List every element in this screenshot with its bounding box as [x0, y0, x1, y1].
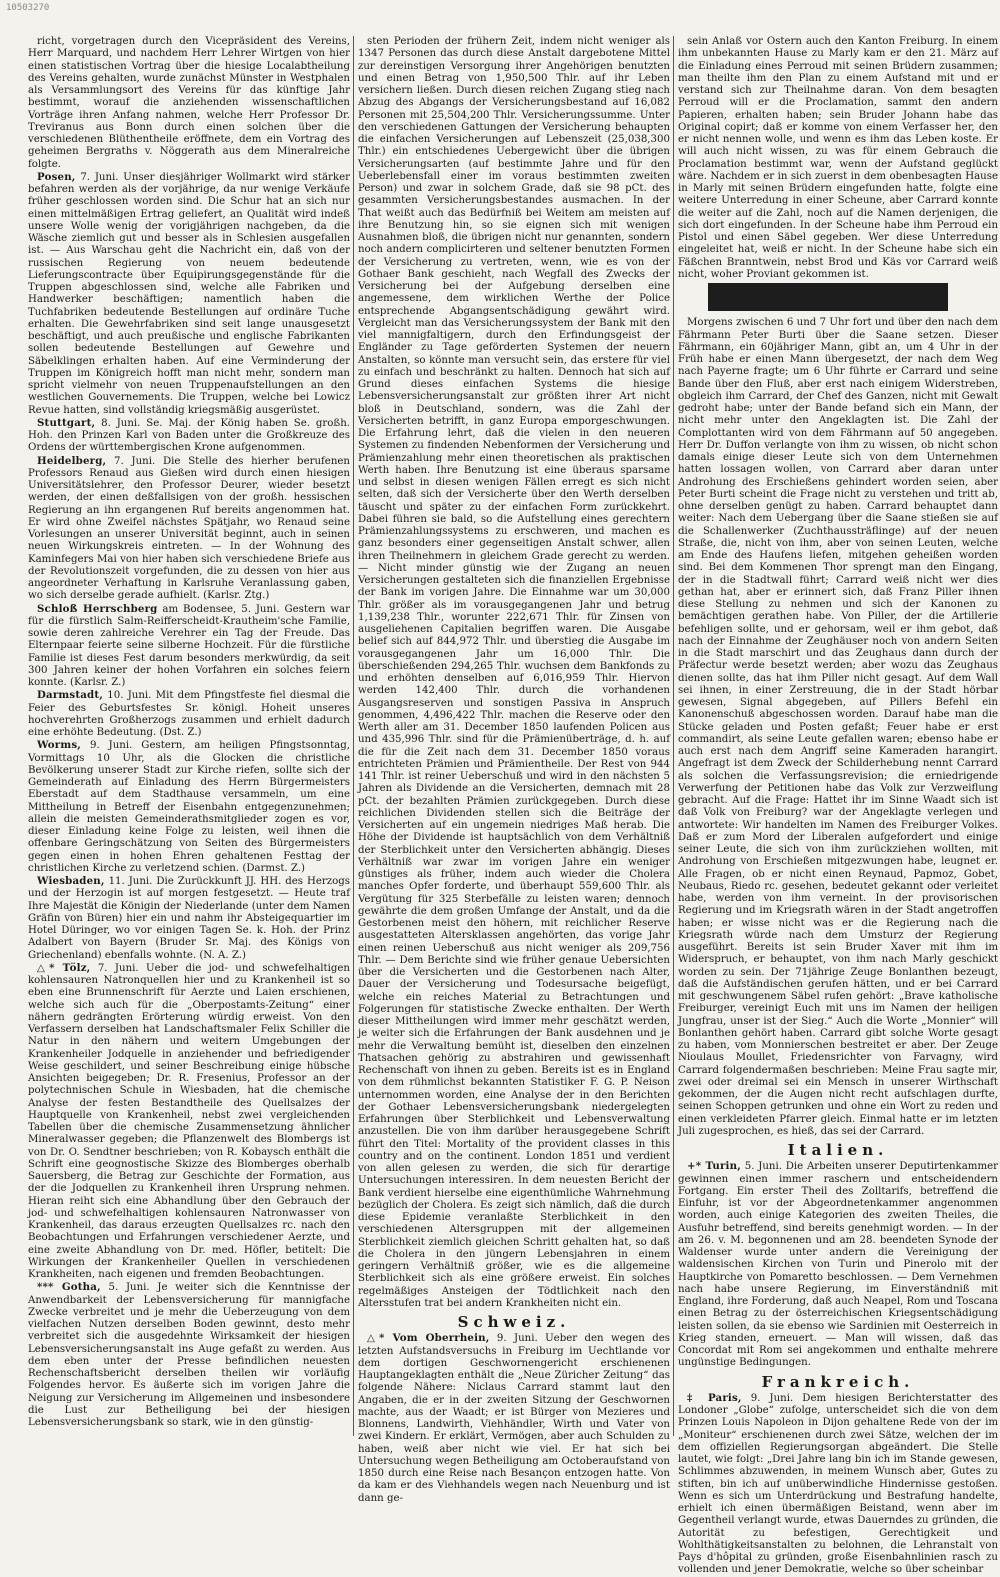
dateline: △* Vom Oberrhein,	[367, 1332, 490, 1345]
paragraph-text: Morgens zwischen 6 und 7 Uhr fort und über den nach dem Fährmann Peter Burti über die Saane setzen. Dieser Fährmann, ein 60jähriger Mann, gibt an, um 4 Uhr in der Früh habe er einen Mann übergesetzt, der nach dem Weg nach Payerne fragte; um 6 Uhr führte er Carrard und seine Bande über den Fluß, aber erst nach einigem Widerstreben, obgleich ihm Carrard, der Chef des Ganzen, nicht mit Gewalt gedroht habe; unter der Bande befand sich ein Mann, der nicht mehr unter den Angeklagten ist. Die Zahl der Complottanten wird von dem Fährmann auf 50 angegeben. Herr Dr. Duffon verlangte von ihm zu wissen, ob nicht schon damals einige dieser Leute sich von dem Unternehmen hatten lossagen wollen, von Carrard aber daran unter Androhung des Erschießens gehindert worden seien, aber Peter Burti scheint die Frage nicht zu verstehen und tritt ab, ohne derselben genügt zu haben. Carrard behauptet dann weiter: Nach dem Uebergang über die Saane stießen sie auf die Schallenwerker (Zuchthaussträflinge) auf der neuen Straße, die, nicht von ihm, aber von seinen Leuten, welche am Ende des Haufens liefen, mitgehen geheißen worden sind. Bei dem Kommenen Thor sprengt man den Eingang, der in die Stadtwall führt; Carrard weiß nicht wer dies gethan hat, aber er erinnert sich, daß Franz Piller ihnen diese Stellung zu nehmen und sich der Kanonen zu bemächtigen gerathen habe. Von Piller, der die Artillerie befehligen sollte, und er gehorsam, weil er ihm gebot, daß nach der Einnahme der Zeughäuser noch von andern Seiten in die Stadt marschirt und das Zeughaus dann durch der Präfectur werde besetzt werden; aber wozu das Zeughaus dienen sollte, das hat ihm Piller nicht gesagt. Auf dem Wall sei ihnen, in einer Zerstreuung, die in der Stadt hörbar gewesen, Signal abgegeben, auf Pillers Befehl ein Kanonenschuß abgeschossen worden. Darauf habe man die Stücke geladen und Posten gefaßt; Feuer habe er erst commandirt, als seine Leute gefallen waren; ebenso habe er auch erst nach dem Angriff seine Kameraden harangirt. Angefragt ist dem Zweck der Schilderhebung nennt Carrard als solchen die Verfassungsrevision; die erniedrigende Verwerfung der Petitionen habe das Volk zur Verzweiflung gebracht. Auf die Frage: Hattet ihr im Sinne Waadt sich ist daß Volk von Freiburg? war der Angeklagte verlegen und antwortete: Wir handelten im Namen des Freiburger Volkes. Daß er zum Mord der Liberalen aufgefordert und einige seiner Leute, die sich von ihm zurückziehen wollten, mit Androhung von Erschießen mitgezwungen habe, leugnet er. Alle Fragen, ob er nicht einen Reynaud, Papmoz, Gobet, Neubaus, Riedo rc. gesehen, bedeutet gekannt oder verleitet habe, werden von ihm verneint. In der provisorischen Regierung und im Kriegsrath wären in der Stadt angetroffen haben; er wisse nicht was er die Regierung nach die Kriegsrath würde nach dem Umsturz der Regierung ausgeführt. Bereits ist sein Bruder Xaver mit ihm im Widerspruch, er behauptet, von ihm nach Marly geschickt worden zu sein. Der 71jährige Zeuge Bonlanthen bezeugt, daß die Aufständischen gerufen hätten, und er bei Carrard mit geschwungenem Säbel rufen gehört: „Brave katholische Freiburger, vereinigt Euch mit uns im Namen der heiligen Jungfrau, unser ist der Sieg.“ Auch die Worte „Monnier“ will Bonlanthen gehört haben. Carrard gibt solche Worte gesagt zu haben, vom Monnierschen bestreitet er aber. Der Zeuge Nioulaus Moullet, Friedensrichter von Farvagny, wird Carrard folgendermaßen beschrieben: Meine Frau sagte mir, zwei oder dreimal sei ein Mensch in unserer Wirthschaft gekommen, der die Augen nicht recht aufschlagen durfte, seinen Schoppen getrunken und ohne ein Wort zu reden und einen verkleideten Pfarrer gleich. Einmal hatte er im letzten Juli zugesprochen, es hieß, das sei der Carrard.	[678, 317, 998, 1137]
section-heading: Frankreich.	[761, 1372, 915, 1391]
paragraph-text: 8. Juni. Se. Maj. der König haben Se. großh. Hoh. den Prinzen Karl von Baden unter die Großkreuze des Ordens der württembergischen Krone aufgenommen.	[28, 417, 350, 454]
column-rule-1	[353, 36, 354, 1436]
paragraph-text: sein Anlaß vor Ostern auch den Kanton Freiburg. In einem ihm unbekannten Hause zu Marly kam er den 21. März auf die Einladung eines Perroud mit seinen Brüdern zusammen; man theilte ihm den Plan zu einem Aufstand mit und er verstand sich zur Theilnahme daran. Von dem besagten Perroud will er die Proclamation, sammt den andern Papieren, erhalten haben; sein Bruder Johann habe das Original copirt; daß er komme von einem Verfasser her, den er nicht nennen wolle, und wenn es ihm das Leben koste. Er will auch nicht wissen, zu was für einem Gebrauch die Proclamation bestimmt war, wenn der Aufstand geglückt wäre. Nachdem er in sich zuerst in dem obenbesagten Hause in Marly mit seinen Brüdern eingefunden hatte, folgte eine weitere Unterredung in einer Scheune, aber Carrard konnte die weiter auf die Zahl, noch auf die Namen derjenigen, die sich dort eingefunden. In der Scheune habe ihm Perroud ein Pistol und einen Säbel gegeben. Wer diese Unterredung eingeleitet hat, weiß er nicht. In der Scheune habe sich ein Fäßchen Branntwein, nebst Brod und Käs vor Carrard weiß nicht, woher Proviant gekommen ist.	[678, 36, 998, 280]
dateline: △* Tölz,	[37, 961, 91, 974]
paragraph-text: am Bodensee, 5. Juni. Gestern war für die fürstlich Salm-Reifferscheidt-Krautheim'sche Familie, sowie deren zahlreiche Verehrer ein Tag der Freude. Das Elternpaar feierte seine silberne Hochzeit. Für die fürstliche Familie ist dieses Fest darum besonders merkwürdig, da seit 300 Jahren keiner der hohen Vorfahren ein solches feiern konnte. (Karlsr. Z.)	[28, 603, 350, 688]
news-paragraph	[28, 689, 350, 739]
news-paragraph	[28, 962, 350, 1282]
paragraph-text: 7. Juni. Ueber die jod- und schwefelhaltigen kohlensauren Natronquellen hier und zu Krankenheil ist so eben eine Brunnenschrift für Aerzte und Laien erschienen, welche sich auch für die „Oberpostamts-Zeitung“ einer nähern gedrängten Erörterung würdig erweist. Von den Verfassern derselben hat Landschaftsmaler Felix Schiller die Natur in den nähern und weitern Umgebungen der Krankenheiler Jodquelle in anziehender und befriedigender Weise geschildert, und seiner Beschreibung einige hübsche Ansichten beigegeben; Dr. R. Fresenius, Professor an der polytechnischen Schule in Wiesbaden, hat die chemische Analyse der festen Bestandtheile des Quellsalzes der Hauptquelle von Krankenheil, nebst zwei vergleichenden Tabellen über die chemische Zusammensetzung ähnlicher Mineralwasser gegeben; die Pflanzenwelt des Blombergs ist von Dr. O. Sendtner beschrieben; von R. Kobaysch enthält die Schrift eine geognostische Skizze des Blomberges oberhalb Sauersberg, die Betrag zur Geschichte der Formation, aus der die Jodquellen zu Krankenheil ihren Ursprung nehmen. Hieran reiht sich eine Abhandlung über den Gebrauch der jod- und schwefelhaltigen kohlensauren Natronwasser von Krankenheil, das daraus erzeugten Quellsalzes rc. nach den Beobachtungen und Erfahrungen verschiedener Aerzte, und eine zweite Abhandlung von Dr. med. Höfler, betitelt: Die Wirkungen der Krankenheiler Quellen in verschiedenen Krankheiten, nach eigenen und fremden Beobachtungen.	[28, 962, 350, 1280]
paragraph-text: 11. Juni. Die Zurückkunft JJ. HH. des Herzogs und der Herzogin ist auf morgen festgesetzt. — Heute traf Ihre Majestät die Königin der Niederlande (unter dem Namen Gräfin von Büren) hier ein und nahm ihr Absteigequartier im Hotel Düringer, wo vor einigen Tagen Se. k. Hoh. der Prinz Adalbert von Bayern (Bruder Sr. Maj. des Königs von Griechenland) ebenfalls wohnte. (N. A. Z.)	[28, 876, 350, 961]
dateline: Stuttgart,	[37, 416, 96, 429]
news-paragraph	[678, 317, 998, 1138]
column-rule-2	[673, 36, 674, 1436]
paragraph-text: 5. Juni. Die Arbeiten unserer Deputirtenkammer gewinnen einen immer raschern und entscheidendern Fortgang. Ein erster Theil des Zolltarifs, betreffend die Einfuhr, ist vor der Abgeordnetenkammer angenommen worden, auch einige Kategorien des zweiten Theiles, die Ausfuhr betreffend, sind bereits genehmigt worden. — In der am 26. v. M. begonnenen und am 28. beendeten Synode der Waldenser wurde unter andern die Vereinigung der waldensischen Kirchen von Turin und Pinerolo mit der Hauptkirche von Pomaretto beschlossen. — Dem Vernehmen nach habe unsere Regierung, im Einverständniß mit England, ihre Forderung, daß auch Neapel, Rom und Toscana einen Betrag zu der österreichischen Kriegsentschädigung leisten sollen, da sie ebenso wie Sardinien mit Oesterreich in Krieg standen, erneuert. — Man will wissen, daß das Concordat mit Rom sei angekommen und enthalte mehrere ungünstige Bedingungen.	[678, 1161, 998, 1369]
dateline: Darmstadt,	[37, 689, 104, 702]
dateline: Wiesbaden,	[37, 875, 105, 887]
section-heading: Schweiz.	[457, 1313, 571, 1331]
news-paragraph	[678, 36, 998, 281]
dateline: Schloß Herrschberg	[37, 602, 158, 615]
paragraph-text: 7. Juni. Die Stelle des hierher berufenen Professors Renaud aus Gießen wird durch einen hiesigen Universitätslehrer, den Professor Deurer, wieder besetzt werden, der einen deßfallsigen von der großh. hessischen Regierung an ihn ergangenen Ruf bereits angenommen hat. Er wird ohne Zweifel nächstes Spätjahr, wo Renaud seine Vorlesungen an unserer Universität beginnt, auch in seinen neuen Wirkungskreis eintreten. — In der Wohnung des Kaminfegers Mai von hier haben sich verschiedene Briefe aus der Revolutionszeit vorgefunden, die zu dessen von hier aus angeordneter Verhaftung in Karlsruhe Veranlassung gaben, wo sich derselbe gerade aufhielt. (Karlsr. Ztg.)	[28, 455, 350, 602]
news-paragraph	[28, 739, 350, 875]
dateline: ‡ Paris,	[687, 1391, 742, 1404]
news-paragraph	[358, 1332, 670, 1505]
news-paragraph	[678, 1160, 998, 1369]
section-heading: Italien.	[787, 1141, 889, 1159]
paragraph-text: 10. Juni. Mit dem Pfingstfeste fiel diesmal die Feier des Geburtsfestes Sr. königl. Hoheit unseres hochverehrten Großherzogs zusammen und erhielt dadurch eine erhöhte Bedeutung. (Dst. Z.)	[28, 690, 350, 738]
news-paragraph	[28, 417, 350, 455]
column-1	[28, 36, 350, 1438]
dateline: Heidelberg,	[37, 454, 107, 467]
news-paragraph	[28, 875, 350, 962]
news-paragraph	[678, 1392, 998, 1577]
paragraph-text: 7. Juni. Unser diesjähriger Wollmarkt wird stärker befahren werden als der vorjährige, da nur wenige Verkäufe früher geschlossen worden sind. Die Schur hat an sich nur einen mittelmäßigen Ertrag geliefert, an Qualität wird indeß unsere Wolle wenig der vorigjährigen nachgeben, da die Wäsche ziemlich gut und besser als in Schlesien ausgefallen ist. — Aus Warschau geht die Nachricht ein, daß von der russischen Regierung von neuem bedeutende Lieferungscontracte über Equipirungsgegenstände für die Truppen abgeschlossen sind, welche alle Fabriken und Handwerker beschäftigen; namentlich haben die Tuchfabriken bedeutende Bestellungen auf ordinäre Tuche erhalten. Die Gewehrfabriken sind seit lange unausgesetzt beschäftigt, und auch preußische und englische Fabrikanten sollen bedeutende Bestellungen auf Gewehre und Säbelklingen erhalten haben. Auf eine Verminderung der Truppen im Königreich hofft man nicht mehr, sondern man spricht vielmehr von neuen Truppenaufstellungen an den westlichen Gouvernements. Die Truppen, welche bei Lowicz Revue hatten, sind vollständig kriegsmäßig ausgerüstet.	[28, 171, 350, 416]
dateline: *** Gotha,	[37, 1281, 101, 1294]
news-paragraph	[28, 171, 350, 417]
news-paragraph	[28, 1281, 350, 1429]
dateline: Worms,	[37, 739, 82, 752]
ink-blot	[708, 283, 948, 311]
news-paragraph	[28, 603, 350, 690]
paragraph-text: 9. Juni. Ueber den wegen des letzten Aufstandsversuchs in Freiburg im Uechtlande vor dem dortigen Geschwornengericht erschienenen Hauptangeklagten enthält die „Neue Züricher Zeitung“ das folgende Nähere: Niclaus Carrard stammt laut den Angaben, die er in der zweiten Sitzung der Geschwornen machte, aus der Waadt; er ist Bürger von Mezieres und Blonnens, Landwirth, Viehhändler, Wirth und Vater von zwei Kindern. Er erklärt, Vermögen, aber auch Schulden zu haben, weiß aber nicht wie viel. Er hat sich bei Untersuchung wegen Betheiligung am Octoberaufstand von 1850 durch eine Reise nach Besançon entzogen hatte. Von da kam er des Viehhandels wegen nach Neuenburg und ist dann ge-	[358, 1333, 671, 1504]
news-paragraph	[28, 36, 350, 171]
paragraph-text: sten Perioden der frühern Zeit, indem nicht weniger als 1347 Personen das durch diese Anstalt dargebotene Mittel zur dereinstigen Versorgung ihrer Angehörigen benutzten und einen Betrag von 1,950,500 Thlr. auf ihr Leben versichern ließen. Durch diesen reichen Zugang stieg nach Abzug des Abgangs der Versicherungsbestand auf 16,082 Personen mit 25,504,200 Thlr. Versicherungssumme. Unter den verschiedenen Gattungen der Versicherung behaupten die einfachen Versicherungen auf Lebenszeit (25,038,300 Thlr.) ein entschiedenes Uebergewicht über die übrigen Versicherungsarten (auf bestimmte Jahre und für den Ueberlebensfall einer im voraus bestimmten zweiten Person) und zwar in solchem Grade, daß sie 98 pCt. des gesammten Versicherungsbestandes ausmachen. In der That weißt auch das Bedürfniß bei Weitem am meisten auf ihre Benutzung hin, so sie eignen sich mit wenigen Ausnahmen bloß, die übrigen nicht nur genannten, sondern noch andern complicirteren und seltener benutzten Formen der Versicherung zu vertreten, wenn, wie es von der Gothaer Bank geschieht, nach Wegfall des Zwecks der Versicherung bei der Aufgebung derselben eine angemessene, dem wirklichen Werthe der Police entsprechende Abgangsentschädigung gewährt wird. Vergleicht man das Versicherungssystem der Bank mit den viel mannigfaltigern, durch den Erfindungsgeist der Engländer zu Tage geförderten Systemen der neuern Anstalten, so könnte man versucht sein, das erstere für viel zu einfach und beschränkt zu halten. Dennoch hat sich auf Grund dieses einfachen Systems die hiesige Lebensversicherungsanstalt zur größten ihrer Art nicht bloß in Deutschland, sondern, was die Zahl der Versicherten betrifft, in ganz Europa emporgeschwungen. Die Erfahrung lehrt, daß die vielen in den neueren Systemen zu findenden Nebenformen der Versicherung und Prämienzahlung mehr einen theoretischen als praktischen Werth haben. Ihre Benutzung ist eine überaus sparsame und selbst in diesen wenigen Fällen erregt es sich nicht selten, daß sich der Versicherte über den Werth derselben täuscht und später zu der einfachen Form zurückkehrt. Dabei führen sie bald, so die Aufstellung eines gerechtern Prämienzahlungssystems zu erschweren, und machen es ganz besonders einer gegenseitigen Anstalt schwer, allen ihren Theilnehmern in gleichem Grade gerecht zu werden. — Nicht minder günstig wie der Zugang an neuen Versicherungen gestalteten sich die finanziellen Ergebnisse der Bank im vorigen Jahre. Die Einnahme war um 30,000 Thlr. größer als im vorausgegangenen Jahr und betrug 1,139,238 Thlr., worunter 222,671 Thlr. für Zinsen von ausgeliehenen Capitalien begriffen waren. Die Ausgabe belief sich auf 844,972 Thlr. und überstieg die Ausgabe im vorausgegangenen Jahr um 16,000 Thlr. Die überschießenden 294,265 Thlr. wuchsen dem Bankfonds zu und erhöhten denselben auf 6,016,959 Thlr. Hiervon werden 142,400 Thlr. durch die vorhandenen Ausgangsreserven und sonstigen Passiva in Anspruch genommen, 4,496,422 Thlr. machen die Reserve oder den Werth aller am 31. December 1850 laufenden Policen aus und 435,996 Thlr. sind für die Prämienüberträge, d. h. auf die für die Zeit nach dem 31. December 1850 voraus entrichteten Prämien und Prämientheile. Der Rest von 944 141 Thlr. ist reiner Ueberschuß und wird in den nächsten 5 Jahren als Dividende an die Versicherten, demnach mit 28 pCt. der bezahlten Prämien zurückgegeben. Durch diese reichlichen Dividenden stellen sich die Beiträge der Versicherten auf ein ungemein niedriges Maß herab. Die Höhe der Dividende ist hauptsächlich von dem Verhältniß der Sterblichkeit unter den Versicherten abhängig. Dieses Verhältniß war zwar im vorigen Jahre ein weniger günstiges als früher, indem auch wieder die Cholera manches Opfer forderte, und überhaupt 559,600 Thlr. als Vergütung für 325 Sterbefälle zu leisten waren; dennoch gewährte die dem großen Umfange der Anstalt, und da die Gestorbenen meist den höhern, mit reichlicher Reserve ausgestatteten Altersklassen angehörten, das vorige Jahr einen reinen Ueberschuß aus nicht weniger als 209,756 Thlr. — Dem Berichte sind wie früher genaue Uebersichten über die Versicherten und die Gestorbenen nach Alter, Dauer der Versicherung und Todesursache beigefügt, welche ein reiches Material zu Betrachtungen und Folgerungen für statistische Zwecke enthalten. Der Werth dieser Mittheilungen wird immer mehr geschätzt werden, je weiter sich die Erfahrungen der Bank ausdehnen und je mehr die Verwaltung bemüht ist, dieselben den einzelnen Thatsachen gehörig zu abstrahiren und gewissenhaft Rechenschaft von ihnen zu geben. Bereits ist es in England von dem rühmlichst bekannten Statistiker F. G. P. Neison unternommen worden, eine Analyse der in den Berichten der Gothaer Lebensversicherungsbank niedergelegten Erfahrungen über Sterblichkeit und Lebensverwaltung anzustellen. Die von ihm darüber herausgegebene Schrift führt den Titel: Mortality of the provident classes in this country and on the continent. London 1851 und verdient von allen gelesen zu werden, die sich für derartige Untersuchungen interessiren. In dem neuesten Bericht der Bank verdient hierselbe eine eigenthümliche Wahrnehmung bezüglich der Cholera. Es zeigt sich nämlich, daß die durch diese Epidemie veranlaßte Sterblichkeit in den verschiedenen Altersgruppen mit der allgemeinen Sterblichkeit ziemlich gleichen Schritt gehalten hat, so daß die Cholera in den jüngern Lebensjahren in einem geringern Verhältniß größer, wie es die allgemeine Sterblichkeit sich als eine größere erweist. Ein solches regelmäßiges Ansteigen der Tödtlichkeit nach den Altersstufen trat bei andern Krankheiten nicht ein.	[358, 36, 670, 1309]
dateline: +* Turin,	[687, 1160, 741, 1173]
paragraph-text: 9. Juni. Gestern, am heiligen Pfingstsonntag, Vormittags 10 Uhr, als die Glocken die christliche Bevölkerung unserer Stadt zur Kirche riefen, sollte sich der Gemeinderath auf Einladung des Herrn Bürgermeisters Eberstadt auf dem Stadthause versammeln, um eine Mittheilung in Betreff der Eisenbahn entgegenzunehmen; allein die meisten Gemeinderathsmitglieder zogen es vor, dieser Einladung keine Folge zu leisten, weil ihnen die offenbare Geringschätzung von Seiten des Bürgermeisters gegen einen in hohen Ehren gehaltenen Festtag der christlichen Kirche zu verletzend schien. (Darmst. Z.)	[28, 740, 350, 874]
paragraph-text: 5. Juni. Je weiter sich die Kenntnisse der Anwendbarkeit der Lebensversicherung für mannigfache Zwecke verbreitet und je mehr die Ueberzeugung von dem vielfachen Nutzen derselben Boden gewinnt, desto mehr verbreitet sich die ausgedehnte Wirksamkeit der hiesigen Lebensversicherungsanstalt ins Auge gefaßt zu werden. Aus dem eben unter der Presse befindlichen neuesten Rechenschaftsbericht derselben theilen wir vorläufig Folgendes hervor. Es äußerte sich im vorigen Jahre die Neigung zur Versicherung im Allgemeinen und insbesondere die Lust zur Betheiligung bei der hiesigen Lebensversicherungsbank so stark, wie in den günstig-	[28, 1282, 350, 1428]
dateline: Posen,	[37, 170, 76, 183]
paragraph-text: richt, vorgetragen durch den Vicepräsident des Vereins, Herr Marquard, und nachdem Herr Lehrer Wirtgen von hier einen statistischen Vortrag über die hiesige Localabtheilung des Vereins gehalten, wurde zunächst Münster in Westphalen als Versammlungsort des Vereins für das künftige Jahr bestimmt, worauf die anziehenden wissenschaftlichen Vorträge ihren Anfang nahmen, welche Herr Professor Dr. Treviranus aus Bonn durch einen solchen über die verschiedenen Blüthentheile eröffnete, dem ein Vortrag des geheimen Bergraths v. Nöggerath aus dem Mineralreiche folgte.	[28, 36, 350, 170]
news-paragraph	[28, 455, 350, 603]
news-paragraph	[358, 36, 670, 1310]
column-2	[358, 36, 671, 1504]
paragraph-text: 9. Juni. Dem hiesigen Berichterstatter des Londoner „Globe“ zufolge, unterscheidet sich die von dem Prinzen Louis Napoleon in Dijon gehaltene Rede von der im „Moniteur“ erschienenen durch zwei Sätze, welchen der im dem offiziellen Regierungsorgan abgeändert. Die Stelle lautet, wie folgt: „Drei Jahre lang bin ich im Stande gewesen, Schlimmes abzuwenden, in meinem Wunsch aber, Gutes zu stiften, bin ich auf unüberwindliche Hindernisse gestoßen. Wenn es sich um Unterdrückung und Bestrafung handelte, erhielt ich einen übermäßigen Beistand, wenn aber im Gegentheil verlangt wurde, etwas Dauerndes zu gründen, die Autorität zu befestigen, Gerechtigkeit und Wohlthätigkeitsanstalten zu belohnen, die Lehranstalt von Pays d'hôpital zu gründen, große Eisenbahnlinien rasch zu vollenden und jener Demokratie, welche so über scheinbar	[678, 1392, 998, 1576]
column-3	[678, 36, 998, 1576]
scan-id-label: 10503270	[6, 3, 50, 13]
